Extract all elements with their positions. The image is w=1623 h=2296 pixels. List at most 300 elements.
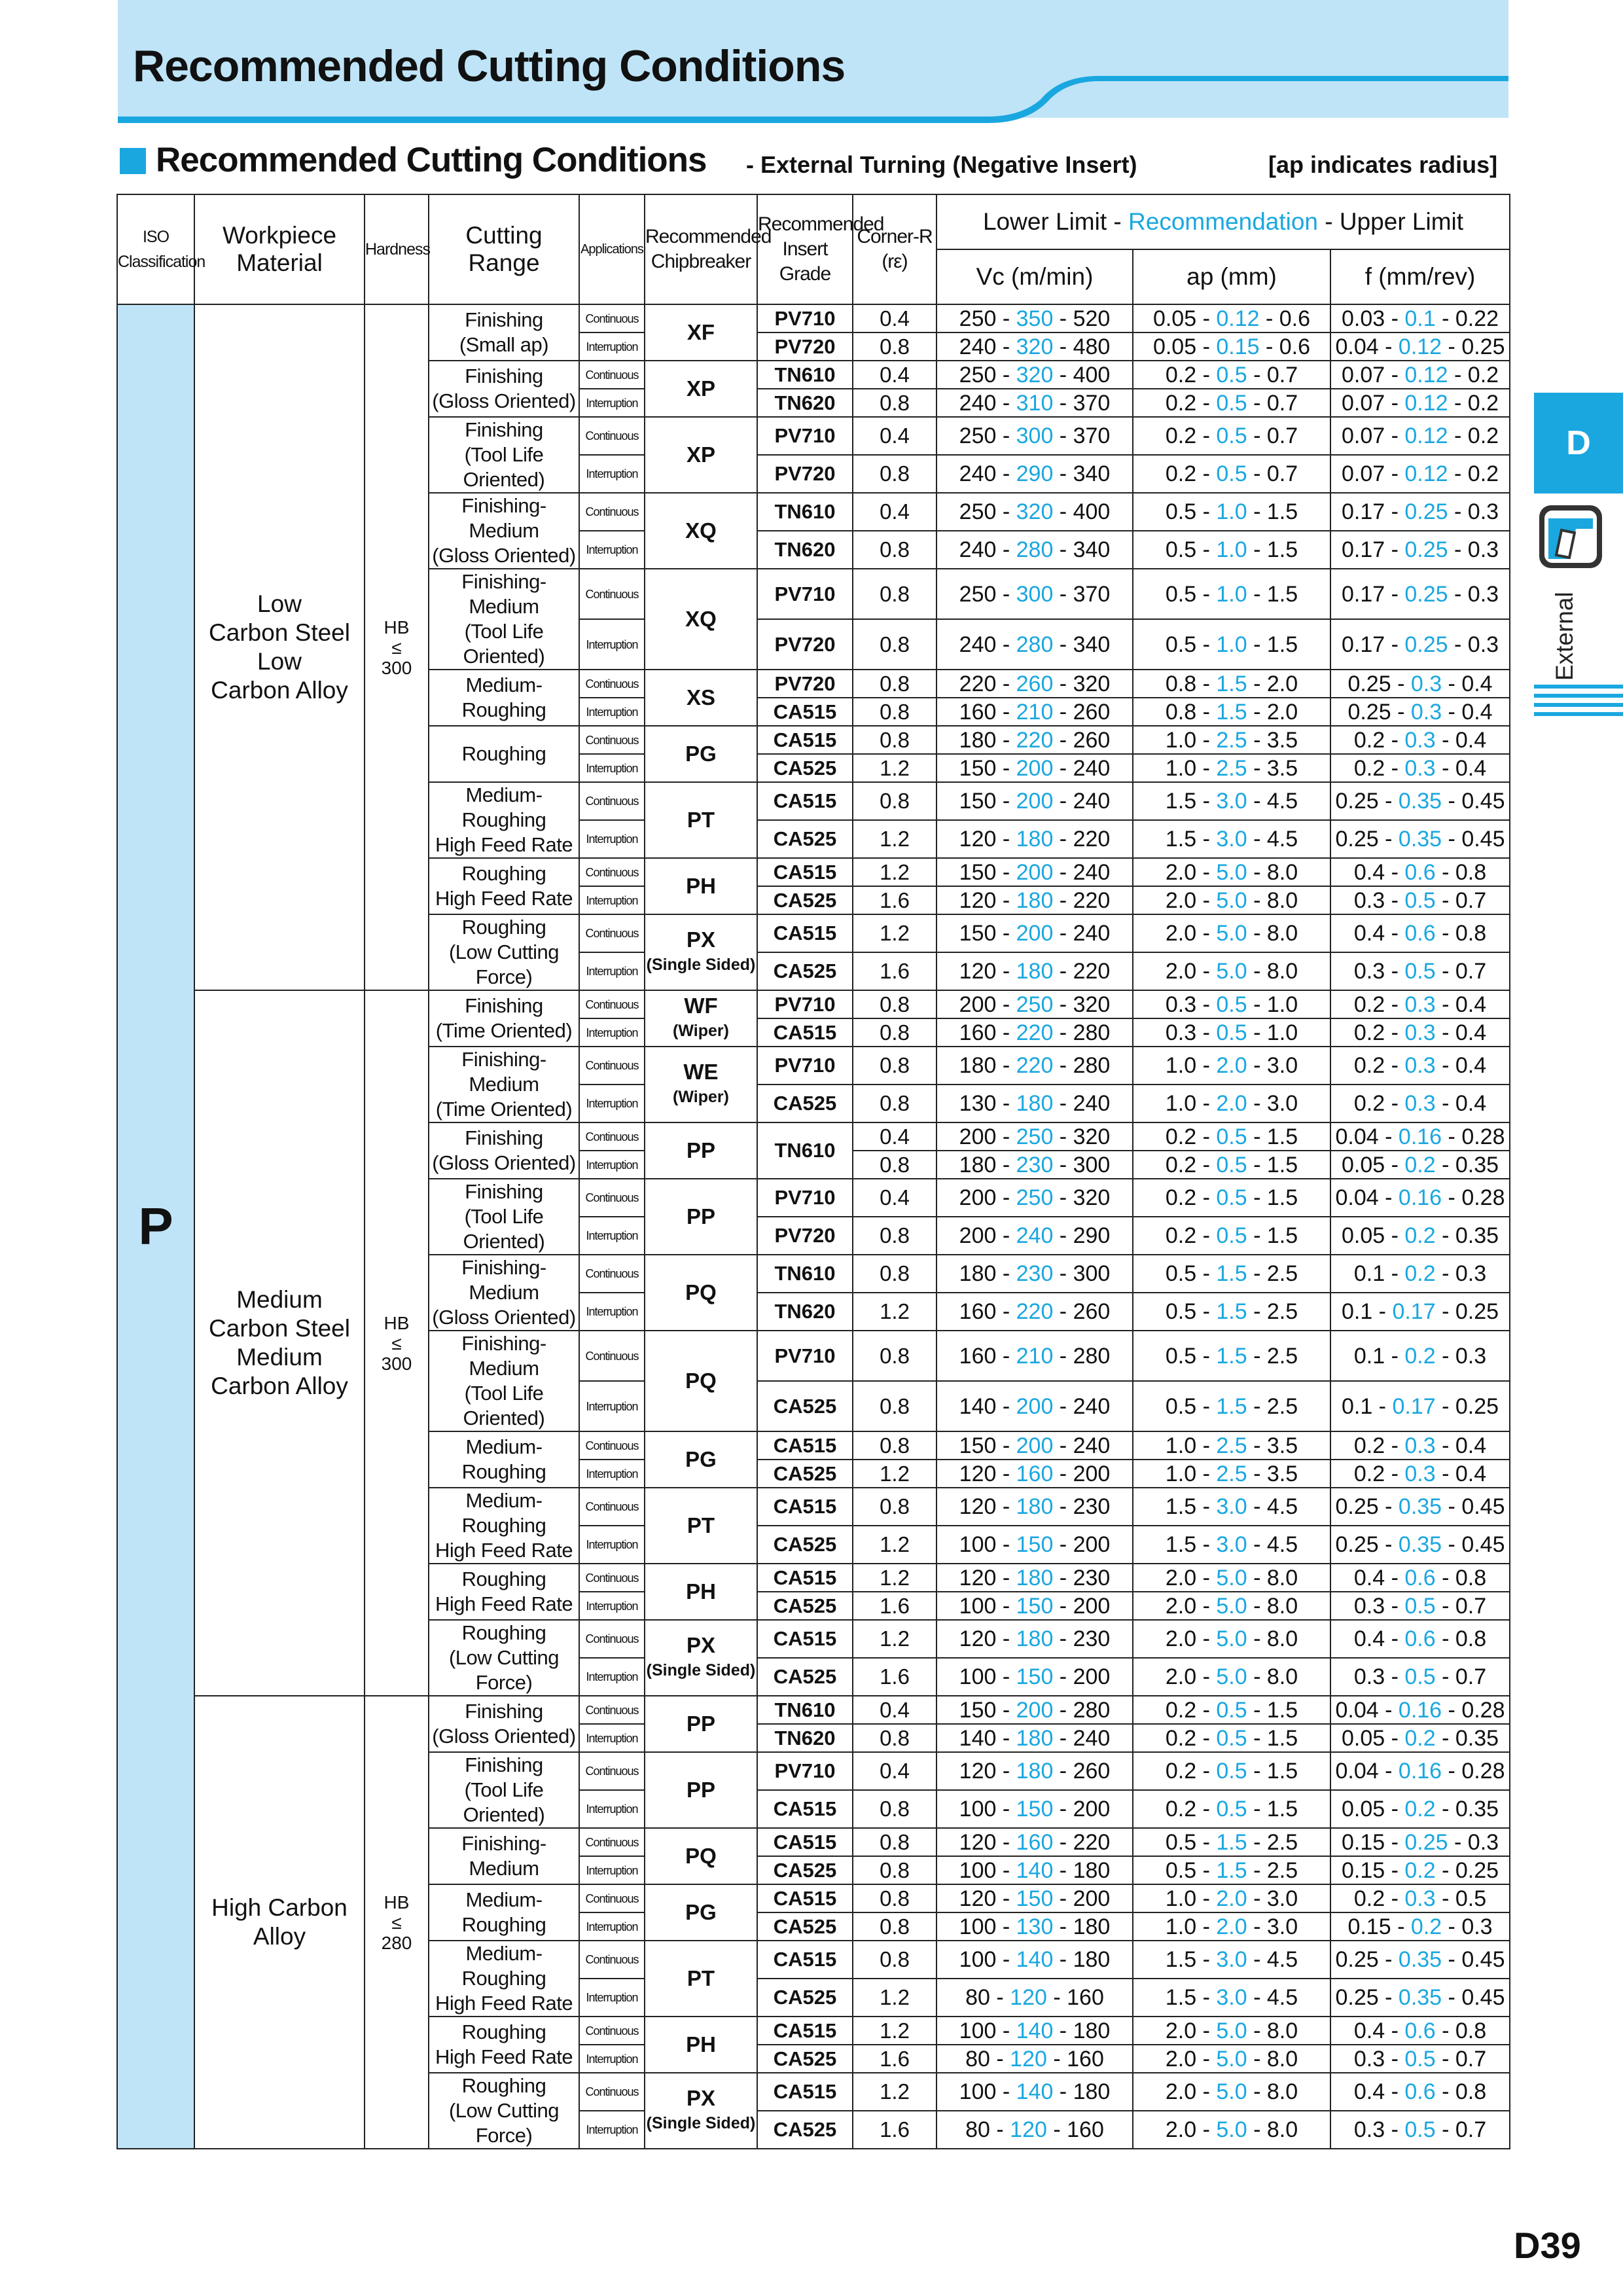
text-line: Finishing bbox=[465, 1126, 543, 1149]
range-upper: 180 bbox=[1073, 2079, 1111, 2104]
range-cell: 150 - 200 - 240 bbox=[936, 914, 1133, 952]
range-recommended: 0.3 bbox=[1410, 699, 1442, 725]
insert-grade: CA515 bbox=[757, 858, 853, 886]
range-upper: 280 bbox=[1073, 1343, 1111, 1369]
range-lower: 0.2 bbox=[1353, 992, 1385, 1017]
range-lower: 100 bbox=[959, 1664, 997, 1689]
range-cell: 140 - 200 - 240 bbox=[936, 1381, 1133, 1431]
application: Interruption bbox=[579, 619, 645, 670]
range-lower: 100 bbox=[959, 1914, 997, 1939]
range-recommended: 220 bbox=[1016, 1053, 1054, 1078]
tab-divider bbox=[1534, 685, 1623, 689]
range-recommended: 0.25 bbox=[1404, 1829, 1448, 1855]
iso-class: P bbox=[117, 304, 194, 2149]
range-lower: 120 bbox=[959, 1759, 997, 1784]
range-recommended: 140 bbox=[1016, 2079, 1054, 2104]
chipbreaker-code: PG bbox=[685, 742, 717, 766]
range-recommended: 0.12 bbox=[1398, 334, 1442, 359]
range-upper: 0.2 bbox=[1467, 461, 1499, 486]
range-lower: 120 bbox=[959, 1626, 997, 1651]
range-upper: 8.0 bbox=[1266, 1593, 1298, 1619]
corner-radius: 0.8 bbox=[853, 1884, 936, 1912]
range-lower: 0.5 bbox=[1165, 581, 1197, 607]
range-cell: 100 - 150 - 200 bbox=[936, 1526, 1133, 1564]
application: Interruption bbox=[579, 1658, 645, 1696]
text-line: (Gloss Oriented) bbox=[432, 544, 576, 567]
application: Interruption bbox=[579, 698, 645, 726]
range-cell: 100 - 140 - 180 bbox=[936, 2073, 1133, 2111]
range-recommended: 250 bbox=[1016, 1185, 1054, 1210]
corner-radius: 1.6 bbox=[853, 1592, 936, 1620]
range-upper: 4.5 bbox=[1266, 827, 1298, 852]
chipbreaker bbox=[645, 914, 757, 990]
range-upper: 0.8 bbox=[1455, 1565, 1487, 1590]
corner-radius: 0.4 bbox=[853, 304, 936, 332]
insert-grade: CA525 bbox=[757, 1381, 853, 1431]
chipbreaker-code: PT bbox=[687, 1966, 715, 1990]
cutting-range bbox=[429, 1255, 579, 1331]
range-upper: 1.5 bbox=[1266, 1725, 1298, 1751]
range-upper: 2.5 bbox=[1266, 1393, 1298, 1419]
range-cell: 0.4 - 0.6 - 0.8 bbox=[1330, 2073, 1510, 2111]
range-recommended: 150 bbox=[1016, 1593, 1054, 1619]
section-bullet-icon bbox=[120, 148, 146, 174]
range-lower: 0.2 bbox=[1165, 1759, 1197, 1784]
range-lower: 100 bbox=[959, 1797, 997, 1821]
range-lower: 0.05 bbox=[1152, 334, 1197, 359]
range-upper: 370 bbox=[1073, 390, 1111, 416]
range-upper: 4.5 bbox=[1266, 1494, 1298, 1519]
text-line: (Tool Life Oriented) bbox=[463, 1382, 545, 1429]
range-cell: 1.0 - 2.5 - 3.5 bbox=[1133, 1431, 1330, 1460]
application: Continuous bbox=[579, 782, 645, 820]
range-lower: 120 bbox=[959, 1494, 997, 1519]
range-cell: 80 - 120 - 160 bbox=[936, 1979, 1133, 2017]
range-cell: 100 - 140 - 180 bbox=[936, 2017, 1133, 2045]
range-recommended: 0.25 bbox=[1404, 499, 1448, 524]
range-upper: 0.3 bbox=[1467, 632, 1499, 657]
text-line: Roughing bbox=[461, 2020, 546, 2043]
range-upper: 0.5 bbox=[1455, 1886, 1487, 1911]
range-cell: 150 - 200 - 280 bbox=[936, 1696, 1133, 1724]
range-upper: 0.4 bbox=[1455, 755, 1487, 781]
range-cell: 0.3 - 0.5 - 0.7 bbox=[1330, 952, 1510, 990]
range-recommended: 5.0 bbox=[1216, 1565, 1247, 1590]
insert-grade: PV710 bbox=[757, 1752, 853, 1790]
range-upper: 4.5 bbox=[1266, 1985, 1298, 2010]
hardness bbox=[365, 990, 429, 1696]
range-recommended: 2.5 bbox=[1216, 755, 1247, 781]
range-recommended: 0.2 bbox=[1404, 1857, 1436, 1883]
page-title: Recommended Cutting Conditions bbox=[133, 41, 846, 91]
range-upper: 230 bbox=[1073, 1565, 1111, 1590]
text-line: Carbon Alloy bbox=[211, 677, 348, 704]
cutting-range bbox=[429, 1122, 579, 1179]
range-upper: 1.5 bbox=[1266, 632, 1298, 657]
range-recommended: 0.6 bbox=[1404, 859, 1436, 885]
insert-grade: CA515 bbox=[757, 1620, 853, 1658]
range-recommended: 0.2 bbox=[1404, 1797, 1436, 1821]
range-upper: 1.5 bbox=[1266, 1759, 1298, 1784]
range-upper: 1.5 bbox=[1266, 581, 1298, 607]
range-cell: 120 - 180 - 220 bbox=[936, 886, 1133, 914]
range-recommended: 150 bbox=[1016, 1886, 1054, 1911]
range-lower: 0.4 bbox=[1353, 1626, 1385, 1651]
range-upper: 0.45 bbox=[1461, 789, 1505, 814]
range-recommended: 0.1 bbox=[1404, 306, 1436, 331]
range-lower: 0.3 bbox=[1353, 1664, 1385, 1689]
range-upper: 0.25 bbox=[1455, 1857, 1499, 1883]
chipbreaker-note: (Single Sided) bbox=[646, 2114, 756, 2132]
insert-grade: CA515 bbox=[757, 1828, 853, 1856]
text-line: 300 bbox=[381, 657, 412, 678]
cutting-range bbox=[429, 417, 579, 493]
range-lower: 120 bbox=[959, 1565, 997, 1590]
range-lower: 0.17 bbox=[1341, 537, 1385, 562]
corner-radius: 0.8 bbox=[853, 1912, 936, 1941]
range-cell: 1.0 - 2.5 - 3.5 bbox=[1133, 1460, 1330, 1488]
insert-grade: PV710 bbox=[757, 1331, 853, 1381]
range-recommended: 1.0 bbox=[1216, 581, 1247, 607]
application: Interruption bbox=[579, 1293, 645, 1331]
insert-grade: CA525 bbox=[757, 1592, 853, 1620]
cutting-range bbox=[429, 858, 579, 914]
range-upper: 320 bbox=[1073, 1124, 1111, 1149]
range-recommended: 150 bbox=[1016, 1797, 1054, 1821]
range-cell: 80 - 120 - 160 bbox=[936, 2111, 1133, 2149]
range-lower: 250 bbox=[959, 362, 997, 387]
range-lower: 0.2 bbox=[1165, 390, 1197, 416]
text-line: Medium-Roughing bbox=[461, 1435, 546, 1483]
insert-grade: CA515 bbox=[757, 1431, 853, 1460]
range-recommended: 2.0 bbox=[1216, 1886, 1247, 1911]
cutting-range bbox=[429, 493, 579, 569]
text-line: (Gloss Oriented) bbox=[432, 1306, 576, 1329]
range-lower: 0.2 bbox=[1165, 461, 1197, 486]
range-cell: 0.25 - 0.35 - 0.45 bbox=[1330, 782, 1510, 820]
range-upper: 1.5 bbox=[1266, 537, 1298, 562]
range-recommended: 350 bbox=[1016, 306, 1054, 331]
range-upper: 320 bbox=[1073, 1185, 1111, 1210]
range-recommended: 1.5 bbox=[1216, 1343, 1247, 1369]
range-recommended: 200 bbox=[1016, 1697, 1054, 1723]
range-recommended: 5.0 bbox=[1216, 2018, 1247, 2043]
range-upper: 0.4 bbox=[1455, 1020, 1487, 1045]
application: Continuous bbox=[579, 361, 645, 389]
range-upper: 1.5 bbox=[1266, 499, 1298, 524]
range-upper: 200 bbox=[1073, 1532, 1111, 1557]
range-lower: 160 bbox=[959, 1343, 997, 1369]
range-lower: 0.2 bbox=[1165, 1223, 1197, 1248]
text-line: (Tool Life Oriented) bbox=[463, 620, 545, 668]
range-recommended: 5.0 bbox=[1216, 959, 1247, 984]
range-upper: 0.2 bbox=[1467, 390, 1499, 416]
chipbreaker bbox=[645, 493, 757, 569]
corner-radius: 0.8 bbox=[853, 1828, 936, 1856]
range-recommended: 5.0 bbox=[1216, 2079, 1247, 2104]
range-recommended: 0.3 bbox=[1404, 1886, 1436, 1911]
range-upper: 0.3 bbox=[1461, 1914, 1493, 1939]
insert-grade: CA525 bbox=[757, 2111, 853, 2149]
chipbreaker bbox=[645, 1941, 757, 2017]
text-line: Finishing bbox=[465, 418, 543, 441]
range-cell: 250 - 320 - 400 bbox=[936, 361, 1133, 389]
range-recommended: 200 bbox=[1016, 921, 1054, 946]
range-upper: 340 bbox=[1073, 537, 1111, 562]
range-lower: 0.07 bbox=[1341, 362, 1385, 387]
insert-grade: CA515 bbox=[757, 914, 853, 952]
application: Continuous bbox=[579, 417, 645, 455]
range-upper: 2.0 bbox=[1266, 671, 1298, 696]
text-line: (Gloss Oriented) bbox=[432, 1151, 576, 1174]
range-recommended: 3.0 bbox=[1216, 1985, 1247, 2010]
text-line: HB bbox=[383, 1312, 410, 1333]
text-line: High Feed Rate bbox=[435, 2045, 573, 2068]
range-upper: 0.28 bbox=[1461, 1185, 1505, 1210]
range-recommended: 180 bbox=[1016, 1494, 1054, 1519]
text-line: (Tool Life Oriented) bbox=[463, 1205, 545, 1253]
corner-radius: 1.2 bbox=[853, 1293, 936, 1331]
range-recommended: 200 bbox=[1016, 1433, 1054, 1458]
cutting-range bbox=[429, 1047, 579, 1122]
text-line: Carbon Alloy bbox=[211, 1372, 348, 1399]
text-line: Finishing bbox=[465, 1700, 543, 1723]
text-line: Finishing bbox=[465, 308, 543, 331]
insert-grade: TN610 bbox=[757, 1122, 853, 1179]
range-lower: 1.5 bbox=[1165, 827, 1197, 852]
insert-grade: PV710 bbox=[757, 1047, 853, 1085]
range-cell: 100 - 140 - 180 bbox=[936, 1856, 1133, 1884]
chipbreaker bbox=[645, 304, 757, 361]
insert-grade: CA525 bbox=[757, 1526, 853, 1564]
range-recommended: 0.12 bbox=[1404, 423, 1448, 448]
range-cell: 250 - 320 - 400 bbox=[936, 493, 1133, 531]
range-lower: 0.1 bbox=[1353, 1261, 1385, 1286]
range-upper: 200 bbox=[1073, 1797, 1111, 1821]
range-lower: 2.0 bbox=[1165, 2046, 1197, 2072]
range-cell: 1.5 - 3.0 - 4.5 bbox=[1133, 1488, 1330, 1526]
range-cell: 240 - 310 - 370 bbox=[936, 389, 1133, 417]
range-lower: 160 bbox=[959, 1299, 997, 1324]
range-recommended: 0.5 bbox=[1404, 1593, 1436, 1619]
corner-radius: 1.2 bbox=[853, 1526, 936, 1564]
range-upper: 370 bbox=[1073, 581, 1111, 607]
range-recommended: 0.3 bbox=[1404, 1091, 1436, 1116]
range-lower: 0.2 bbox=[1165, 1725, 1197, 1751]
range-upper: 3.5 bbox=[1266, 727, 1298, 753]
range-upper: 0.35 bbox=[1455, 1725, 1499, 1751]
range-upper: 8.0 bbox=[1266, 2079, 1298, 2104]
range-cell: 0.5 - 1.5 - 2.5 bbox=[1133, 1856, 1330, 1884]
range-upper: 0.7 bbox=[1455, 2117, 1487, 2142]
range-upper: 8.0 bbox=[1266, 2046, 1298, 2072]
range-upper: 0.45 bbox=[1461, 1985, 1505, 2010]
range-upper: 3.5 bbox=[1266, 1461, 1298, 1486]
range-upper: 4.5 bbox=[1266, 1532, 1298, 1557]
range-cell: 0.3 - 0.5 - 1.0 bbox=[1133, 990, 1330, 1018]
application: Continuous bbox=[579, 990, 645, 1018]
corner-radius: 1.2 bbox=[853, 858, 936, 886]
range-upper: 240 bbox=[1073, 755, 1111, 781]
application: Interruption bbox=[579, 952, 645, 990]
text-line: Finishing bbox=[465, 1180, 543, 1203]
insert-grade: CA515 bbox=[757, 1564, 853, 1592]
range-upper: 8.0 bbox=[1266, 859, 1298, 885]
range-recommended: 2.0 bbox=[1216, 1914, 1247, 1939]
text-line: Finishing-Medium bbox=[461, 1048, 546, 1096]
range-cell: 120 - 180 - 230 bbox=[936, 1488, 1133, 1526]
range-cell: 1.0 - 2.0 - 3.0 bbox=[1133, 1085, 1330, 1122]
range-lower: 2.0 bbox=[1165, 921, 1197, 946]
corner-radius: 0.8 bbox=[853, 1255, 936, 1293]
insert-grade: CA525 bbox=[757, 1658, 853, 1696]
range-cell: 150 - 200 - 240 bbox=[936, 1431, 1133, 1460]
cutting-range bbox=[429, 1564, 579, 1620]
corner-radius: 0.8 bbox=[853, 569, 936, 619]
range-upper: 0.4 bbox=[1455, 1461, 1487, 1486]
chipbreaker bbox=[645, 1696, 757, 1752]
chipbreaker-code: PQ bbox=[685, 1844, 717, 1868]
range-upper: 0.28 bbox=[1461, 1697, 1505, 1723]
application: Interruption bbox=[579, 1979, 645, 2017]
table-row bbox=[117, 990, 1510, 1018]
range-lower: 240 bbox=[959, 390, 997, 416]
insert-grade: CA515 bbox=[757, 1884, 853, 1912]
chipbreaker bbox=[645, 1255, 757, 1331]
range-lower: 0.5 bbox=[1165, 1829, 1197, 1855]
range-upper: 0.8 bbox=[1455, 859, 1487, 885]
text-line: (Low Cutting Force) bbox=[448, 1646, 560, 1694]
header-chipbreaker: Recommended Chipbreaker bbox=[645, 194, 757, 304]
header-cutting-range: Cutting Range bbox=[429, 194, 579, 304]
range-cell: 100 - 150 - 200 bbox=[936, 1790, 1133, 1828]
range-recommended: 3.0 bbox=[1216, 1947, 1247, 1972]
range-upper: 280 bbox=[1073, 1053, 1111, 1078]
range-recommended: 250 bbox=[1016, 992, 1054, 1017]
range-upper: 320 bbox=[1073, 992, 1111, 1017]
range-upper: 0.7 bbox=[1266, 390, 1298, 416]
range-cell: 240 - 280 - 340 bbox=[936, 531, 1133, 569]
range-cell: 2.0 - 5.0 - 8.0 bbox=[1133, 1620, 1330, 1658]
range-upper: 240 bbox=[1073, 789, 1111, 814]
range-cell: 0.07 - 0.12 - 0.2 bbox=[1330, 417, 1510, 455]
range-upper: 0.45 bbox=[1461, 1947, 1505, 1972]
range-upper: 300 bbox=[1073, 1261, 1111, 1286]
range-recommended: 0.3 bbox=[1404, 727, 1436, 753]
cutting-range bbox=[429, 1179, 579, 1255]
application: Interruption bbox=[579, 1592, 645, 1620]
range-cell: 0.5 - 1.5 - 2.5 bbox=[1133, 1828, 1330, 1856]
range-upper: 0.2 bbox=[1467, 362, 1499, 387]
range-lower: 250 bbox=[959, 499, 997, 524]
text-line: Roughing bbox=[461, 2074, 546, 2097]
range-recommended: 0.25 bbox=[1404, 537, 1448, 562]
range-recommended: 150 bbox=[1016, 1532, 1054, 1557]
chipbreaker bbox=[645, 1122, 757, 1179]
range-recommended: 230 bbox=[1016, 1152, 1054, 1177]
chipbreaker-code: XQ bbox=[685, 518, 717, 543]
cutting-range bbox=[429, 569, 579, 670]
range-recommended: 0.2 bbox=[1404, 1725, 1436, 1751]
range-upper: 0.7 bbox=[1266, 423, 1298, 448]
range-cell: 0.15 - 0.2 - 0.3 bbox=[1330, 1912, 1510, 1941]
chipbreaker bbox=[645, 990, 757, 1047]
chipbreaker-code: PP bbox=[686, 1138, 716, 1162]
chipbreaker-code: WF bbox=[684, 994, 718, 1018]
range-upper: 0.7 bbox=[1455, 888, 1487, 913]
range-cell: 0.2 - 0.5 - 1.5 bbox=[1133, 1752, 1330, 1790]
range-lower: 0.1 bbox=[1341, 1393, 1373, 1419]
range-upper: 220 bbox=[1073, 827, 1111, 852]
chipbreaker bbox=[645, 361, 757, 417]
range-upper: 180 bbox=[1073, 2018, 1111, 2043]
range-upper: 0.8 bbox=[1455, 1626, 1487, 1651]
section-tab-d[interactable]: D bbox=[1534, 393, 1623, 493]
workpiece-material bbox=[194, 990, 365, 1696]
range-lower: 0.3 bbox=[1353, 1593, 1385, 1619]
header-limit-lower: Lower Limit - bbox=[982, 208, 1129, 235]
range-recommended: 310 bbox=[1016, 390, 1054, 416]
range-recommended: 3.0 bbox=[1216, 1494, 1247, 1519]
text-line: (Low Cutting Force) bbox=[448, 941, 560, 988]
range-lower: 2.0 bbox=[1165, 959, 1197, 984]
range-recommended: 320 bbox=[1016, 499, 1054, 524]
application: Interruption bbox=[579, 1790, 645, 1828]
range-recommended: 0.3 bbox=[1404, 1053, 1436, 1078]
corner-radius: 0.4 bbox=[853, 1179, 936, 1217]
corner-radius: 0.4 bbox=[853, 1122, 936, 1151]
corner-radius: 0.8 bbox=[853, 670, 936, 698]
insert-grade: CA515 bbox=[757, 1790, 853, 1828]
range-upper: 260 bbox=[1073, 699, 1111, 725]
range-recommended: 180 bbox=[1016, 1626, 1054, 1651]
range-lower: 120 bbox=[959, 1461, 997, 1486]
range-recommended: 0.5 bbox=[1216, 1759, 1247, 1784]
range-lower: 0.07 bbox=[1341, 423, 1385, 448]
range-recommended: 250 bbox=[1016, 1124, 1054, 1149]
range-lower: 0.17 bbox=[1341, 632, 1385, 657]
range-lower: 100 bbox=[959, 1857, 997, 1883]
range-lower: 2.0 bbox=[1165, 2117, 1197, 2142]
range-recommended: 0.17 bbox=[1392, 1299, 1436, 1324]
range-recommended: 0.5 bbox=[1216, 1725, 1247, 1751]
range-recommended: 280 bbox=[1016, 537, 1054, 562]
range-upper: 260 bbox=[1073, 1299, 1111, 1324]
range-lower: 0.25 bbox=[1335, 1532, 1379, 1557]
range-recommended: 0.5 bbox=[1216, 1223, 1247, 1248]
text-line: Roughing bbox=[461, 1568, 546, 1590]
range-upper: 240 bbox=[1073, 859, 1111, 885]
range-cell: 0.04 - 0.12 - 0.25 bbox=[1330, 332, 1510, 361]
range-lower: 240 bbox=[959, 334, 997, 359]
range-lower: 200 bbox=[959, 1185, 997, 1210]
range-cell: 160 - 210 - 280 bbox=[936, 1331, 1133, 1381]
range-cell: 2.0 - 5.0 - 8.0 bbox=[1133, 858, 1330, 886]
chipbreaker bbox=[645, 1828, 757, 1884]
range-upper: 240 bbox=[1073, 1091, 1111, 1116]
range-recommended: 0.5 bbox=[1216, 1152, 1247, 1177]
insert-grade: PV720 bbox=[757, 332, 853, 361]
insert-grade: PV710 bbox=[757, 417, 853, 455]
range-lower: 0.8 bbox=[1165, 699, 1197, 725]
range-cell: 0.1 - 0.17 - 0.25 bbox=[1330, 1381, 1510, 1431]
range-lower: 0.2 bbox=[1353, 1091, 1385, 1116]
range-lower: 0.8 bbox=[1165, 671, 1197, 696]
range-recommended: 0.5 bbox=[1216, 1185, 1247, 1210]
insert-grade: CA525 bbox=[757, 1085, 853, 1122]
range-cell: 0.25 - 0.35 - 0.45 bbox=[1330, 1488, 1510, 1526]
range-lower: 0.2 bbox=[1165, 1124, 1197, 1149]
